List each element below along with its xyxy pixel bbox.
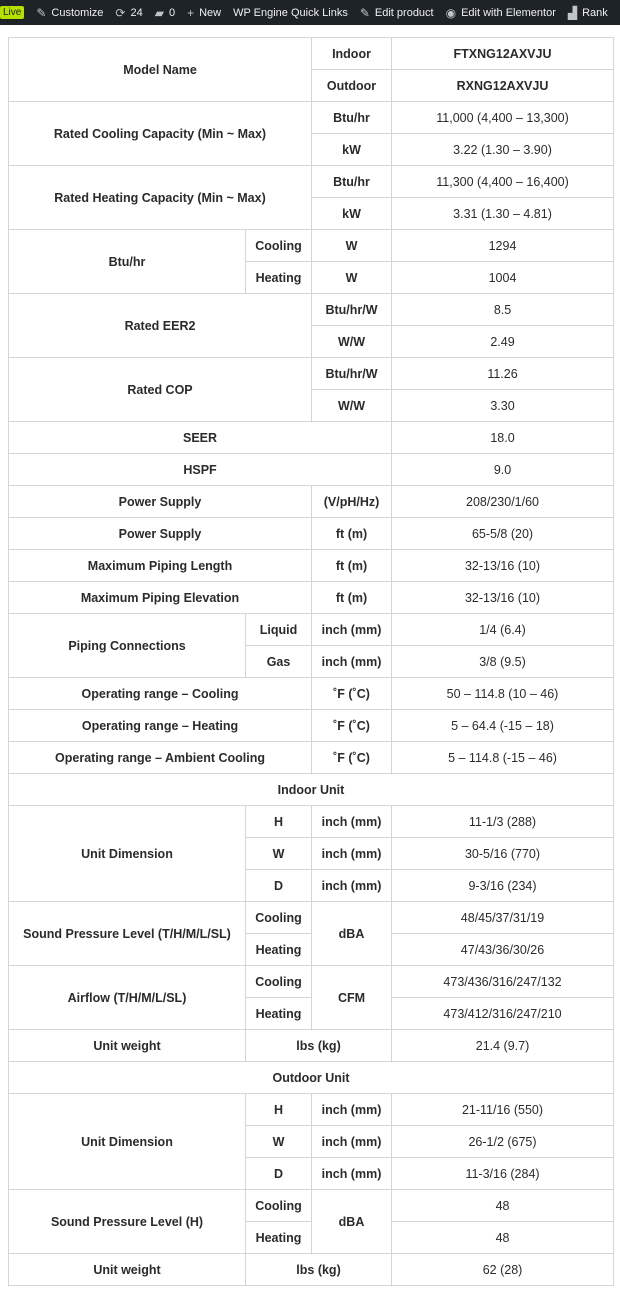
table-row [9, 710, 614, 742]
updates-link[interactable] [109, 0, 148, 25]
indoor-spl-label: Sound Pressure Level (T/H/M/L/SL) [9, 902, 246, 966]
indoor-unit-weight-label: Unit weight [9, 1030, 246, 1062]
heating-capacity-btu: 11,300 (4,400 – 16,400) [392, 166, 614, 198]
operating-cooling-value: 50 – 114.8 (10 – 46) [392, 678, 614, 710]
indoor-width-value: 30-5/16 (770) [392, 838, 614, 870]
seer-label: SEER [9, 422, 392, 454]
table-row [9, 294, 614, 326]
plus-icon: + [187, 5, 195, 20]
table-row [9, 614, 614, 646]
operating-heating-value: 5 – 64.4 (-15 – 18) [392, 710, 614, 742]
indoor-label: Indoor [312, 38, 392, 70]
unit-label: ˚F (˚C) [312, 710, 392, 742]
operating-ambient-value: 5 – 114.8 (-15 – 46) [392, 742, 614, 774]
cooling-label: Cooling [246, 1190, 312, 1222]
gas-value: 3/8 (9.5) [392, 646, 614, 678]
depth-label: D [246, 870, 312, 902]
heating-capacity-kw: 3.31 (1.30 – 4.81) [392, 198, 614, 230]
elementor-icon: ◉ [445, 5, 457, 20]
table-row [9, 902, 614, 934]
outdoor-spl-heating-value: 48 [392, 1222, 614, 1254]
brush-icon: ✎ [36, 5, 47, 20]
model-name-label: Model Name [9, 38, 312, 102]
comment-icon: ▰ [154, 5, 164, 20]
unit-label: ft (m) [312, 550, 392, 582]
unit-label: W [312, 230, 392, 262]
unit-label: CFM [312, 966, 392, 1030]
eer2-label: Rated EER2 [9, 294, 312, 358]
power-supply-ft-value: 65-5/8 (20) [392, 518, 614, 550]
hspf-value: 9.0 [392, 454, 614, 486]
unit-label: W/W [312, 390, 392, 422]
unit-label: inch (mm) [312, 838, 392, 870]
unit-label: ft (m) [312, 518, 392, 550]
new-label: New [199, 6, 222, 19]
unit-label: kW [312, 198, 392, 230]
unit-label: inch (mm) [312, 646, 392, 678]
indoor-spl-cooling-value: 48/45/37/31/19 [392, 902, 614, 934]
new-link[interactable] [181, 0, 227, 25]
outdoor-height-value: 21-11/16 (550) [392, 1094, 614, 1126]
table-row [9, 486, 614, 518]
admin-bar [0, 0, 620, 25]
rank-link[interactable] [562, 0, 614, 25]
btuhr-label: Btu/hr [9, 230, 246, 294]
max-piping-elevation-value: 32-13/16 (10) [392, 582, 614, 614]
edit-product-label: Edit product [374, 6, 434, 19]
unit-label: kW [312, 134, 392, 166]
heating-label: Heating [246, 262, 312, 294]
table-row [9, 550, 614, 582]
outdoor-label: Outdoor [312, 70, 392, 102]
indoor-depth-value: 9-3/16 (234) [392, 870, 614, 902]
table-row [9, 966, 614, 998]
unit-label: Btu/hr [312, 102, 392, 134]
unit-label: inch (mm) [312, 1126, 392, 1158]
max-piping-elevation-label: Maximum Piping Elevation [9, 582, 312, 614]
airflow-cooling-value: 473/436/316/247/132 [392, 966, 614, 998]
table-row [9, 454, 614, 486]
table-row [9, 1190, 614, 1222]
unit-label: dBA [312, 902, 392, 966]
heating-capacity-label: Rated Heating Capacity (Min ~ Max) [9, 166, 312, 230]
wpengine-label: WP Engine Quick Links [233, 6, 348, 19]
table-row [9, 358, 614, 390]
table-row [9, 582, 614, 614]
airflow-label: Airflow (T/H/M/L/SL) [9, 966, 246, 1030]
outdoor-width-value: 26-1/2 (675) [392, 1126, 614, 1158]
chart-icon: ▟ [567, 5, 578, 20]
cooling-capacity-label: Rated Cooling Capacity (Min ~ Max) [9, 102, 312, 166]
indoor-height-value: 11-1/3 (288) [392, 806, 614, 838]
cop-label: Rated COP [9, 358, 312, 422]
outdoor-spl-cooling-value: 48 [392, 1190, 614, 1222]
indoor-unit-heading: Indoor Unit [9, 774, 614, 806]
btuhr-heating-value: 1004 [392, 262, 614, 294]
elementor-label: Edit with Elementor [461, 6, 556, 19]
table-row [9, 422, 614, 454]
spec-table [8, 37, 614, 1286]
unit-label: Btu/hr/W [312, 358, 392, 390]
customize-link[interactable] [30, 0, 109, 25]
table-row [9, 518, 614, 550]
heating-label: Heating [246, 934, 312, 966]
table-row [9, 678, 614, 710]
unit-label: Btu/hr [312, 166, 392, 198]
unit-label: lbs (kg) [246, 1254, 392, 1286]
table-row [9, 774, 614, 806]
heating-label: Heating [246, 998, 312, 1030]
cooling-label: Cooling [246, 902, 312, 934]
unit-label: W [312, 262, 392, 294]
customize-label: Customize [51, 6, 104, 19]
width-label: W [246, 1126, 312, 1158]
edit-product-link[interactable] [354, 0, 440, 25]
operating-cooling-label: Operating range – Cooling [9, 678, 312, 710]
table-row [9, 38, 614, 70]
outdoor-depth-value: 11-3/16 (284) [392, 1158, 614, 1190]
liquid-label: Liquid [246, 614, 312, 646]
cop-value: 11.26 [392, 358, 614, 390]
unit-label: inch (mm) [312, 870, 392, 902]
page-content [0, 25, 620, 1296]
eer2-ww-value: 2.49 [392, 326, 614, 358]
indoor-unit-dimension-label: Unit Dimension [9, 806, 246, 902]
table-row [9, 1254, 614, 1286]
heating-label: Heating [246, 1222, 312, 1254]
power-supply-label: Power Supply [9, 486, 312, 518]
table-row [9, 1030, 614, 1062]
table-row [9, 742, 614, 774]
airflow-heating-value: 473/412/316/247/210 [392, 998, 614, 1030]
pencil-icon: ✎ [359, 5, 370, 20]
gas-label: Gas [246, 646, 312, 678]
unit-label: ˚F (˚C) [312, 678, 392, 710]
cooling-capacity-kw: 3.22 (1.30 – 3.90) [392, 134, 614, 166]
table-row [9, 166, 614, 198]
table-row [9, 1094, 614, 1126]
indoor-value: FTXNG12AXVJU [392, 38, 614, 70]
table-row [9, 1062, 614, 1094]
comments-count: 0 [168, 6, 176, 19]
unit-label: Btu/hr/W [312, 294, 392, 326]
table-row [9, 230, 614, 262]
unit-label: ft (m) [312, 582, 392, 614]
unit-label: inch (mm) [312, 1158, 392, 1190]
indoor-spl-heating-value: 47/43/36/30/26 [392, 934, 614, 966]
outdoor-value: RXNG12AXVJU [392, 70, 614, 102]
cooling-label: Cooling [246, 966, 312, 998]
unit-label: inch (mm) [312, 1094, 392, 1126]
unit-label: lbs (kg) [246, 1030, 392, 1062]
width-label: W [246, 838, 312, 870]
cop-ww-value: 3.30 [392, 390, 614, 422]
cooling-capacity-btu: 11,000 (4,400 – 13,300) [392, 102, 614, 134]
hspf-label: HSPF [9, 454, 392, 486]
outdoor-unit-weight-label: Unit weight [9, 1254, 246, 1286]
power-supply-label: Power Supply [9, 518, 312, 550]
unit-label: (V/pH/Hz) [312, 486, 392, 518]
live-badge: Live [0, 6, 24, 19]
table-row [9, 102, 614, 134]
eer2-value: 8.5 [392, 294, 614, 326]
operating-heating-label: Operating range – Heating [9, 710, 312, 742]
unit-label: inch (mm) [312, 806, 392, 838]
depth-label: D [246, 1158, 312, 1190]
rank-label: Rank [582, 6, 608, 19]
piping-connections-label: Piping Connections [9, 614, 246, 678]
elementor-link[interactable] [440, 0, 562, 25]
outdoor-spl-label: Sound Pressure Level (H) [9, 1190, 246, 1254]
outdoor-unit-weight-value: 62 (28) [392, 1254, 614, 1286]
unit-label: dBA [312, 1190, 392, 1254]
power-supply-value: 208/230/1/60 [392, 486, 614, 518]
seer-value: 18.0 [392, 422, 614, 454]
liquid-value: 1/4 (6.4) [392, 614, 614, 646]
height-label: H [246, 1094, 312, 1126]
indoor-unit-weight-value: 21.4 (9.7) [392, 1030, 614, 1062]
comments-link[interactable] [149, 0, 181, 25]
outdoor-unit-heading: Outdoor Unit [9, 1062, 614, 1094]
updates-count: 24 [130, 6, 143, 19]
updates-icon: ⟳ [115, 5, 126, 20]
outdoor-unit-dimension-label: Unit Dimension [9, 1094, 246, 1190]
operating-ambient-label: Operating range – Ambient Cooling [9, 742, 312, 774]
wpengine-link[interactable] [227, 0, 354, 25]
table-row [9, 806, 614, 838]
btuhr-cooling-value: 1294 [392, 230, 614, 262]
unit-label: ˚F (˚C) [312, 742, 392, 774]
unit-label: inch (mm) [312, 614, 392, 646]
height-label: H [246, 806, 312, 838]
unit-label: W/W [312, 326, 392, 358]
max-piping-length-value: 32-13/16 (10) [392, 550, 614, 582]
cooling-label: Cooling [246, 230, 312, 262]
max-piping-length-label: Maximum Piping Length [9, 550, 312, 582]
